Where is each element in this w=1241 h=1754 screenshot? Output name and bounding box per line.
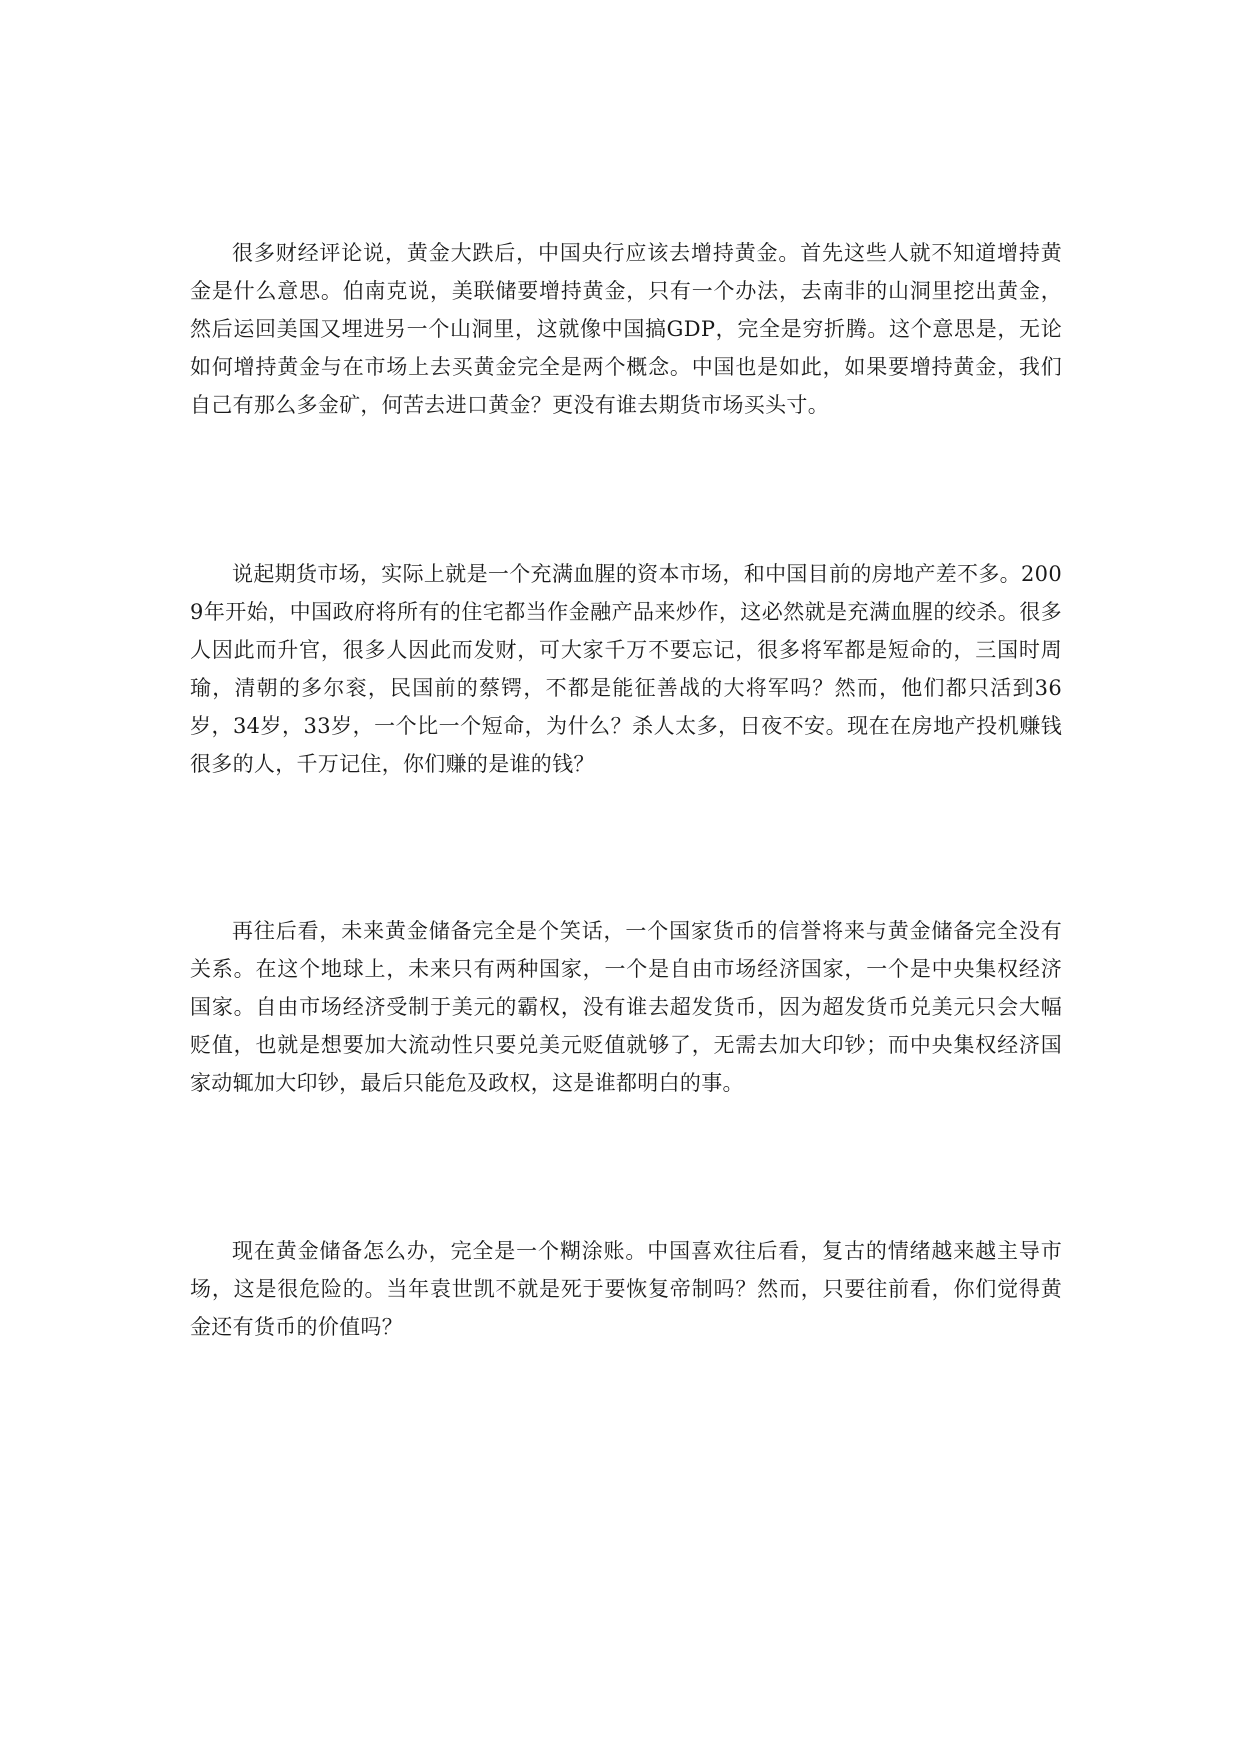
paragraph-2: 说起期货市场，实际上就是一个充满血腥的资本市场，和中国目前的房地产差不多。2009年开始，中国政府将所有的住宅都当作金融产品来炒作，这必然就是充满血腥的绞杀。很多人因此而升官，很多人因此而发财，可大家千万不要忘记，很多将军都是短命的，三国时周瑜，清朝的多尔衮，民国前的蔡锷，不都是能征善战的大将军吗？然而，他们都只活到36岁，34岁，33岁，一个比一个短命，为什么？杀人太多，日夜不安。现在在房地产投机赚钱很多的人，千万记住，你们赚的是谁的钱？ (190, 562, 1062, 776)
paragraph-4: 现在黄金储备怎么办，完全是一个糊涂账。中国喜欢往后看，复古的情绪越来越主导市场，这是很危险的。当年袁世凯不就是死于要恢复帝制吗？然而，只要往前看，你们觉得黄金还有货币的价值吗？ (190, 1239, 1062, 1339)
paragraph-3: 再往后看，未来黄金储备完全是个笑话，一个国家货币的信誉将来与黄金储备完全没有关系。在这个地球上，未来只有两种国家，一个是自由市场经济国家，一个是中央集权经济国家。自由市场经济受制于美元的霸权，没有谁去超发货币，因为超发货币兑美元只会大幅贬值，也就是想要加大流动性只要兑美元贬值就够了，无需去加大印钞；而中央集权经济国家动辄加大印钞，最后只能危及政权，这是谁都明白的事。 (190, 919, 1062, 1095)
paragraph-1: 很多财经评论说，黄金大跌后，中国央行应该去增持黄金。首先这些人就不知道增持黄金是什么意思。伯南克说，美联储要增持黄金，只有一个办法，去南非的山洞里挖出黄金，然后运回美国又埋进另一个山洞里，这就像中国搞GDP，完全是穷折腾。这个意思是，无论如何增持黄金与在市场上去买黄金完全是两个概念。中国也是如此，如果要增持黄金，我们自己有那么多金矿，何苦去进口黄金？更没有谁去期货市场买头寸。 (190, 241, 1062, 417)
